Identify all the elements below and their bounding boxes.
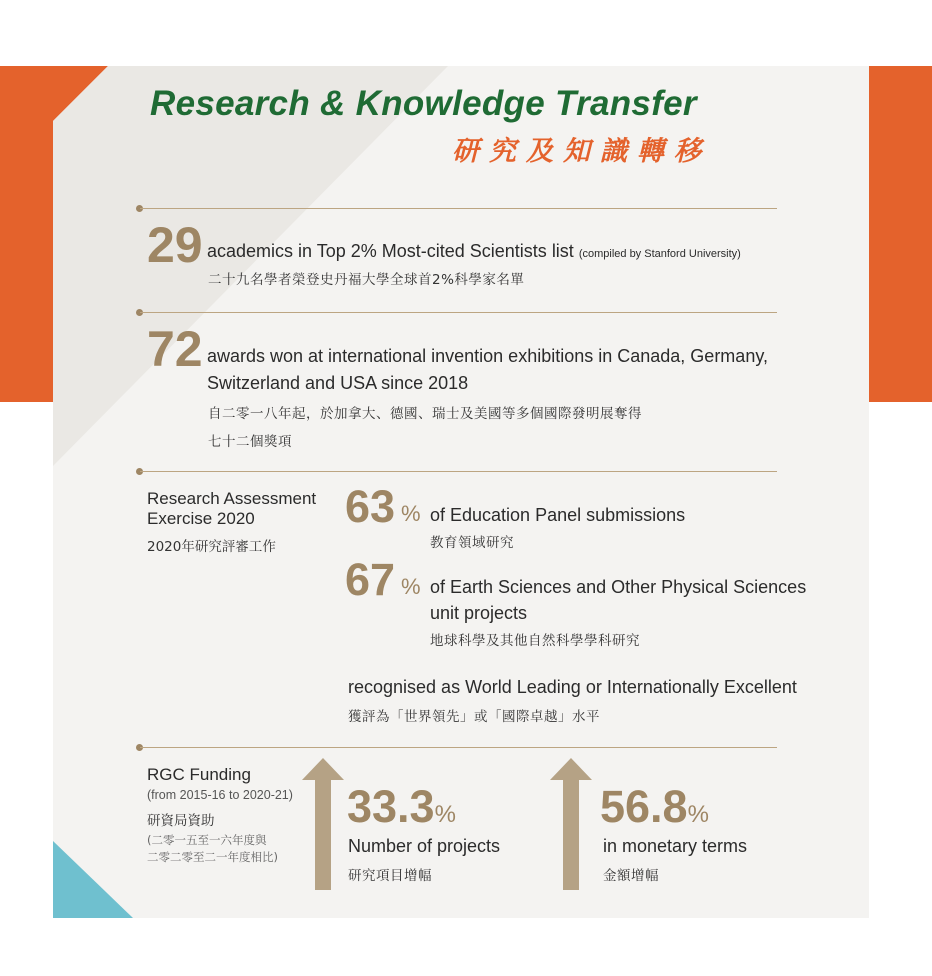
section-divider [140, 312, 777, 313]
rgc-value-monetary [600, 781, 709, 832]
rgc-value-projects-number: 33.3 [347, 781, 435, 832]
orange-side-band-left [0, 66, 53, 402]
section-divider [140, 471, 777, 472]
orange-side-band-right [869, 66, 932, 402]
rae-unit-earth-sciences: % [401, 574, 421, 599]
page-title-chinese: 研究及知識轉移 [452, 136, 711, 167]
up-arrow-icon [302, 758, 344, 890]
rgc-value-monetary-number: 56.8 [600, 781, 688, 832]
rgc-period: (from 2015-16 to 2020-21) [147, 788, 293, 802]
rgc-value-monetary-unit: % [687, 801, 709, 828]
stat-number-awards: 72 [147, 321, 203, 377]
rae-unit-education: % [401, 501, 421, 526]
rae-recognition: recognised as World Leading or Internationally Excellent [348, 677, 797, 697]
section-divider [140, 208, 777, 209]
rae-text-education-chinese: 教育領域研究 [430, 535, 514, 551]
stat-text-awards-line1: awards won at international invention exhibitions in Canada, Germany, [207, 346, 768, 366]
teal-corner-triangle [53, 841, 133, 918]
rgc-period-chinese-line1: (二零一五至一六年度與 [147, 833, 267, 847]
stat-text-awards-chinese-line2: 七十二個獎項 [208, 434, 292, 450]
rgc-value-projects-unit: % [434, 801, 456, 828]
stat-number-academics: 29 [147, 217, 203, 273]
page-title: Research & Knowledge Transfer [150, 84, 697, 123]
rae-text-earth-sciences-line2: unit projects [430, 603, 528, 623]
stat-text-academics-note: (compiled by Stanford University) [578, 248, 741, 260]
rae-recognition-chinese: 獲評為「世界領先」或「國際卓越」水平 [348, 709, 600, 725]
up-arrow-icon [550, 758, 592, 890]
rgc-label: RGC Funding [147, 765, 251, 784]
rgc-text-monetary-chinese: 金額增幅 [603, 868, 659, 884]
stat-text-academics [207, 241, 741, 262]
rgc-label-chinese: 研資局資助 [147, 813, 215, 829]
rae-label-line1: Research Assessment [147, 489, 317, 508]
stat-text-academics-main: academics in Top 2% Most-cited Scientists list [207, 241, 574, 261]
stat-text-awards-chinese-line1: 自二零一八年起，於加拿大、德國、瑞士及美國等多個國際發明展奪得 [208, 406, 642, 422]
rae-value-education: 63 [345, 481, 396, 532]
rae-label-chinese: 2020年研究評審工作 [147, 539, 276, 555]
stat-text-academics-chinese: 二十九名學者榮登史丹福大學全球首2%科學家名單 [208, 272, 525, 288]
rgc-text-projects-chinese: 研究項目增幅 [348, 868, 432, 884]
rgc-text-monetary: in monetary terms [603, 836, 748, 856]
rae-text-education: of Education Panel submissions [430, 505, 686, 525]
stat-text-awards-line2: Switzerland and USA since 2018 [207, 373, 469, 393]
rae-value-earth-sciences: 67 [345, 554, 396, 605]
rae-text-earth-sciences-chinese: 地球科學及其他自然科學學科研究 [430, 633, 640, 649]
rgc-value-projects [347, 781, 456, 832]
rgc-text-projects: Number of projects [348, 836, 501, 856]
rae-text-earth-sciences-line1: of Earth Sciences and Other Physical Sciences [430, 577, 807, 597]
section-divider [140, 747, 777, 748]
rae-label-line2: Exercise 2020 [147, 509, 255, 528]
rgc-period-chinese-line2: 二零二零至二一年度相比) [147, 850, 278, 864]
